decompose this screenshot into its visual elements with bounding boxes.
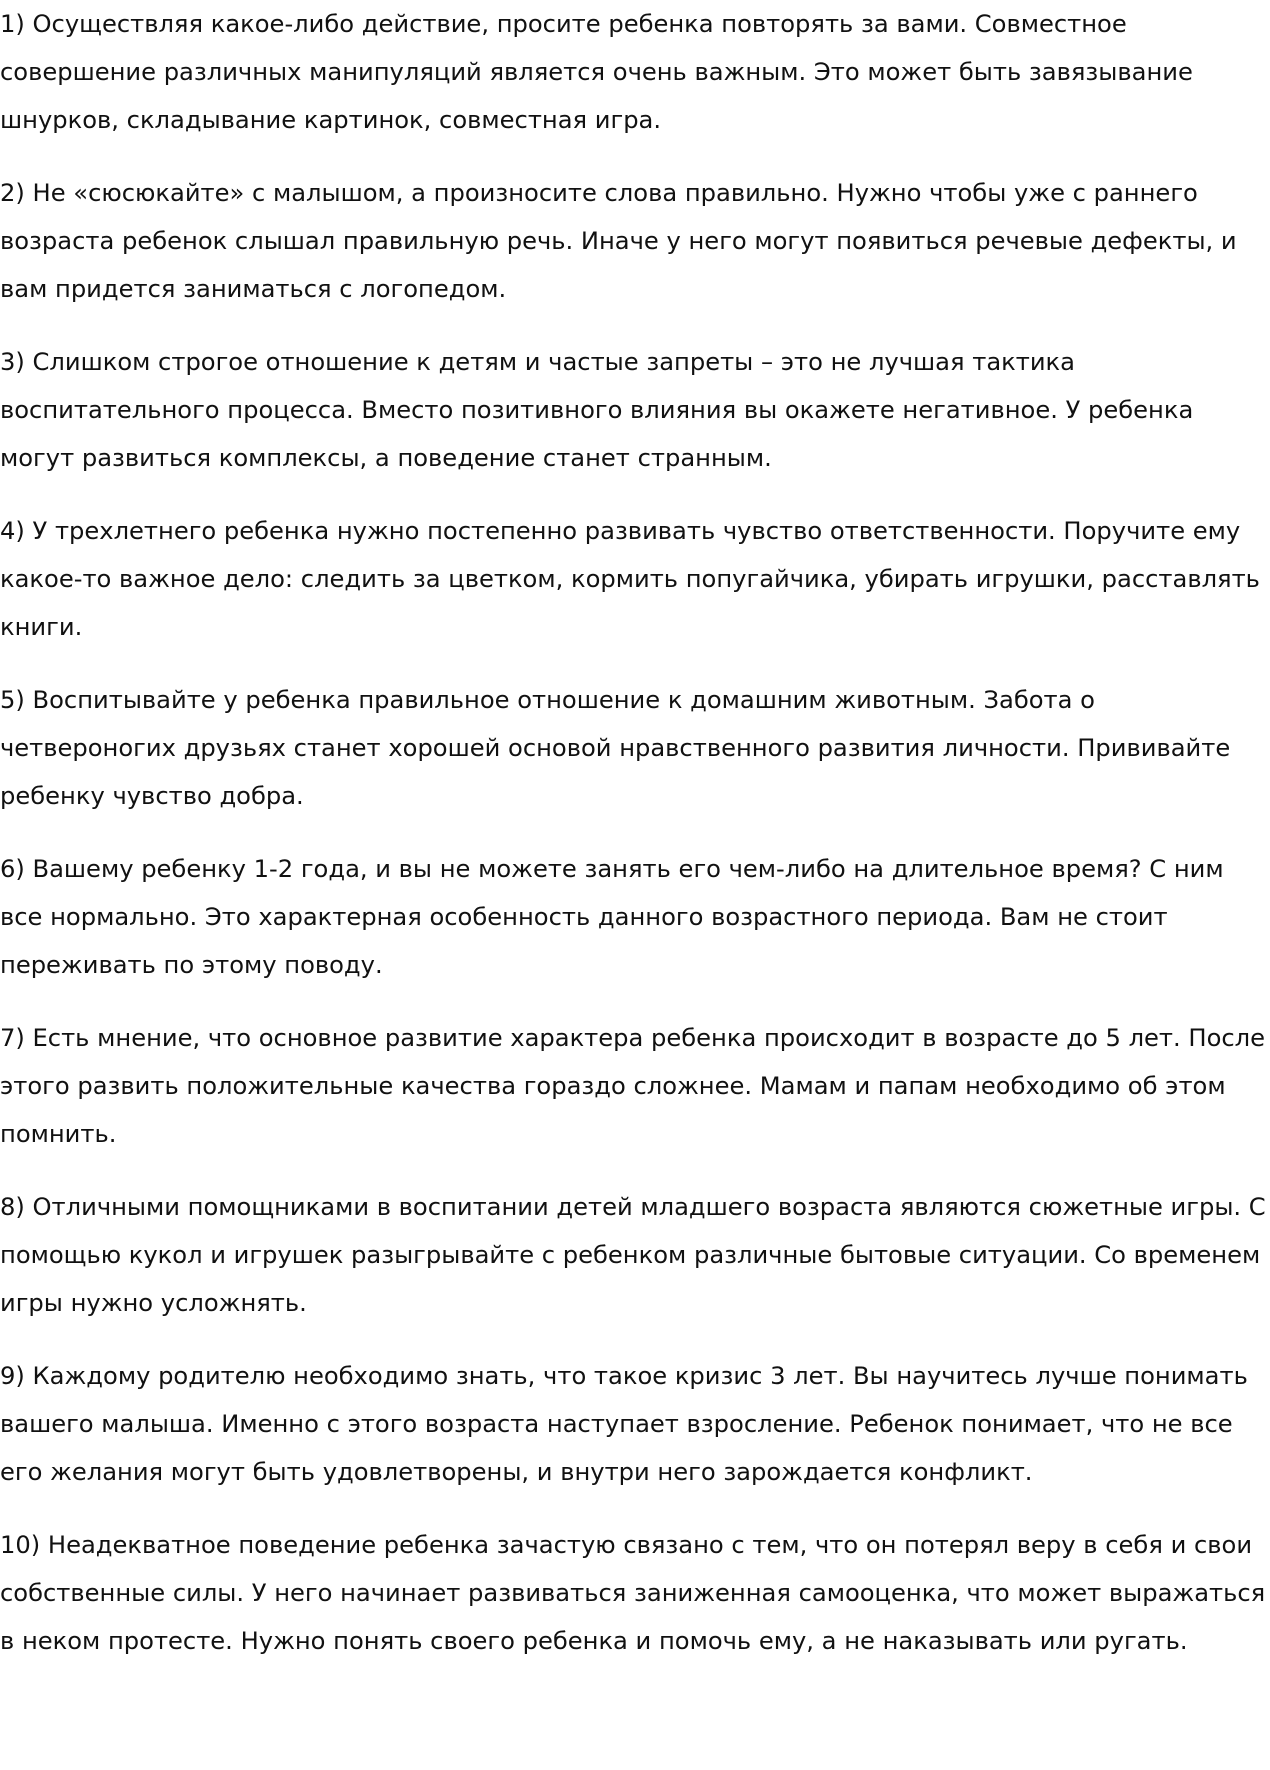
paragraph-9: 9) Каждому родителю необходимо знать, что такое кризис 3 лет. Вы научитесь лучше понимать вашего малыша. Именно с этого возраста наступает взросление. Ребенок понимает, что не все его желания могут быть удовлетворены, и внутри него зарождается конфликт. <box>0 1362 1248 1486</box>
paragraph-8: 8) Отличными помощниками в воспитании детей младшего возраста являются сюжетные игры. С помощью кукол и игрушек разыгрывайте с ребенком различные бытовые ситуации. Со временем игры нужно усложнять. <box>0 1193 1266 1317</box>
paragraph-4: 4) У трехлетнего ребенка нужно постепенно развивать чувство ответственности. Поручите ему какое-то важное дело: следить за цветком, кормить попугайчика, убирать игрушки, расставлять книги. <box>0 517 1260 641</box>
paragraph-5: 5) Воспитывайте у ребенка правильное отношение к домашним животным. Забота о четвероногих друзьях станет хорошей основой нравственного развития личности. Прививайте ребенку чувство добра. <box>0 686 1231 810</box>
paragraph-2: 2) Не «сюсюкайте» с малышом, а произносите слова правильно. Нужно чтобы уже с раннего возраста ребенок слышал правильную речь. Иначе у него могут появиться речевые дефекты, и вам придется заниматься с логопедом. <box>0 179 1237 303</box>
paragraph-3: 3) Слишком строгое отношение к детям и частые запреты – это не лучшая тактика воспитательного процесса. Вместо позитивного влияния вы окажете негативное. У ребенка могут развиться комплексы, а поведение станет странным. <box>0 348 1194 472</box>
paragraph-7: 7) Есть мнение, что основное развитие характера ребенка происходит в возрасте до 5 лет. После этого развить положительные качества гораздо сложнее. Мамам и папам необходимо об этом помнить. <box>0 1024 1266 1148</box>
paragraph-6: 6) Вашему ребенку 1-2 года, и вы не можете занять его чем-либо на длительное время? С ним все нормально. Это характерная особенность данного возрастного периода. Вам не стоит переживать по этому поводу. <box>0 855 1224 979</box>
paragraph-10: 10) Неадекватное поведение ребенка зачастую связано с тем, что он потерял веру в себя и свои собственные силы. У него начинает развиваться заниженная самооценка, что может выражаться в неком протесте. Нужно понять своего ребенка и помочь ему, а не наказывать или ругать. <box>0 1531 1266 1655</box>
paragraph-1: 1) Осуществляя какое-либо действие, просите ребенка повторять за вами. Совместное совершение различных манипуляций является очень важным. Это может быть завязывание шнурков, складывание картинок, совместная игра. <box>0 10 1193 134</box>
